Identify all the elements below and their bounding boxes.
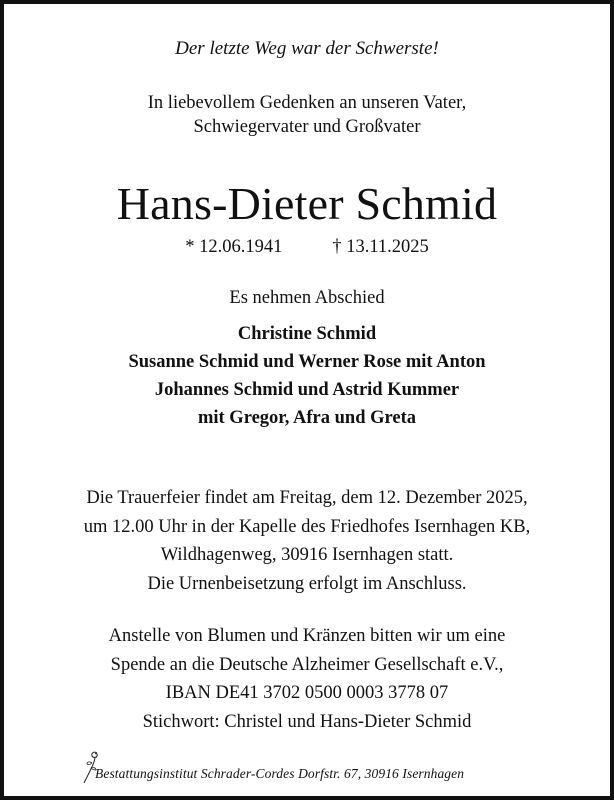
mourners-list [4,320,610,432]
ceremony-line: Die Urnenbeisetzung erfolgt im Anschluss. [147,573,467,594]
intro-line: In liebevollem Gedenken an unseren Vater, [147,93,467,113]
donation-line: IBAN DE41 3702 0500 0003 3778 07 [165,683,449,703]
birth-date: * 12.06.1941 [185,237,283,257]
ceremony-line: Die Trauerfeier findet am Freitag, dem 12. Dezember 2025, [86,488,528,508]
ceremony-line: Wildhagenweg, 30916 Isernhagen statt. [160,545,454,565]
death-date: † 13.11.2025 [332,237,429,257]
donation-info [4,622,610,736]
mourner-line: Susanne Schmid und Werner Rose mit Anton [128,352,486,372]
intro-text [4,91,610,139]
funeral-home-footer [80,749,550,785]
mourner-line: Christine Schmid [237,324,377,344]
deceased-name: Hans-Dieter Schmid [116,178,498,229]
intro-line: Schwiegervater und Großvater [193,117,421,137]
ceremony-info [4,484,610,598]
funeral-home-text: Bestattungsinstitut Schrader-Cordes Dorfstr. 67, 30916 Isernhagen [95,766,465,781]
ceremony-line: um 12.00 Uhr in der Kapelle des Friedhofes Isernhagen KB, [83,516,531,537]
motto: Der letzte Weg war der Schwerste! [175,38,439,59]
mourner-line: mit Gregor, Afra und Greta [197,408,417,428]
donation-line: Spende an die Deutsche Alzheimer Gesellschaft e.V., [110,654,504,675]
life-dates [4,235,610,259]
mourner-line: Johannes Schmid und Astrid Kummer [154,380,460,400]
donation-line: Anstelle von Blumen und Kränzen bitten wir um eine [108,626,506,646]
farewell-intro: Es nehmen Abschied [229,288,385,308]
donation-line: Stichwort: Christel und Hans-Dieter Schmid [142,711,472,732]
